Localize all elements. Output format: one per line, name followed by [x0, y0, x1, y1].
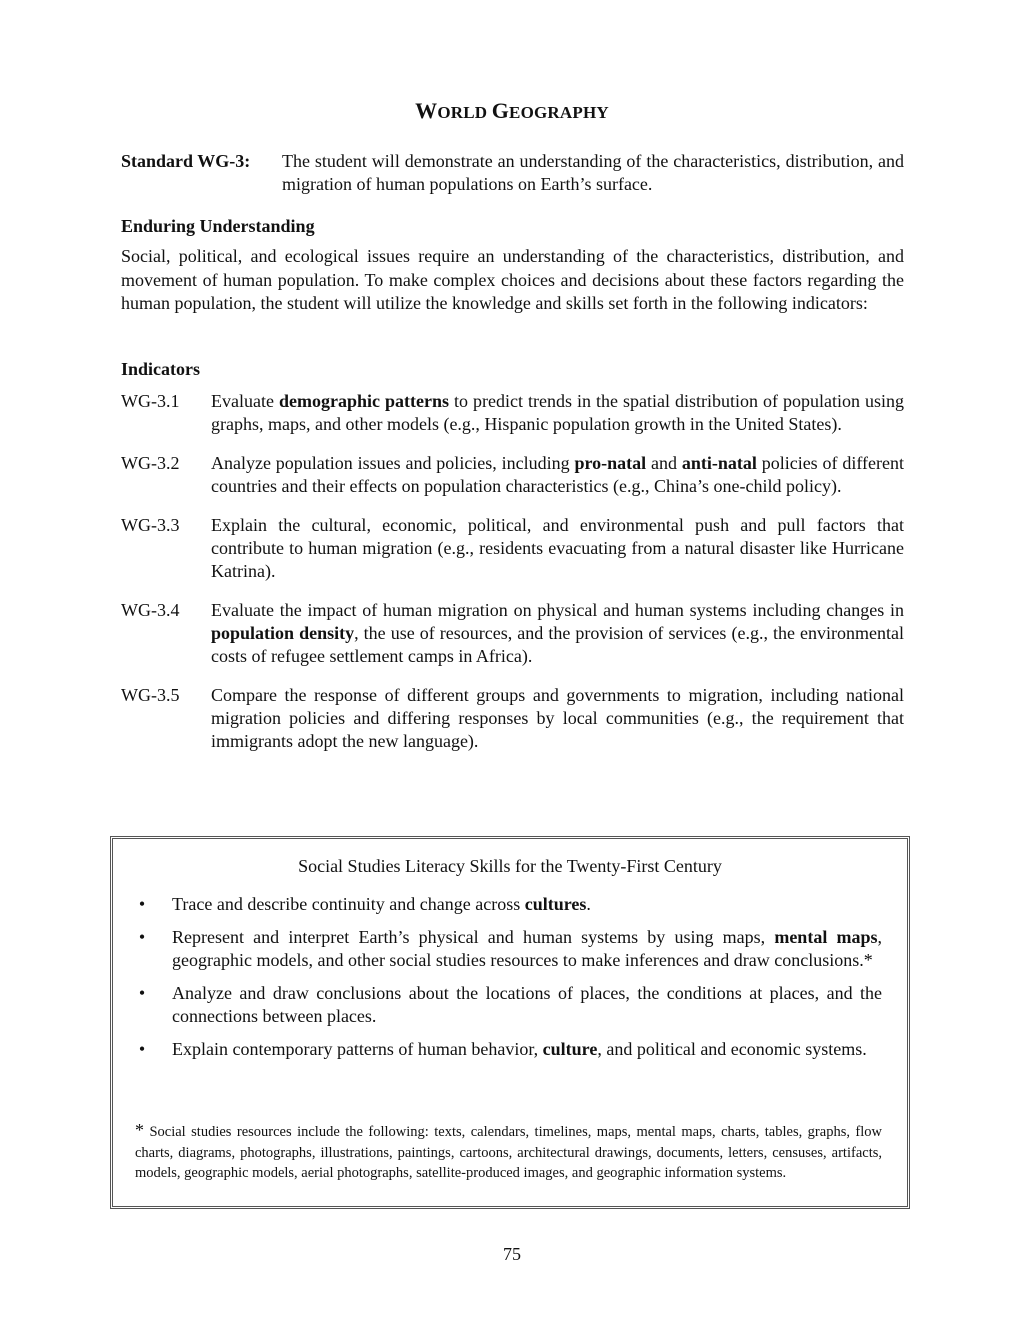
- title-initial-w: W: [415, 98, 438, 123]
- resources-footnote: [135, 1120, 882, 1184]
- title-initial-g: G: [491, 98, 510, 123]
- enduring-heading: Enduring Understanding: [121, 216, 315, 236]
- bullet-icon: •: [138, 1039, 146, 1059]
- indicator-item: [121, 684, 904, 753]
- indicator-code: WG-3.4: [121, 600, 180, 620]
- indicator-text: Explain the cultural, economic, political, and environmental push and pull factors that contribute to human migration (e.g., residents evacuating from a natural disaster like Hurricane Katrina).: [211, 515, 904, 581]
- asterisk-icon: *: [135, 1120, 144, 1140]
- standard-label: Standard WG-3:: [121, 151, 251, 171]
- indicator-item: [121, 390, 904, 436]
- skill-item: [135, 1038, 882, 1061]
- bullet-icon: •: [138, 983, 146, 1003]
- literacy-skills-box: [110, 836, 910, 1209]
- indicator-code: WG-3.5: [121, 685, 180, 705]
- indicator-item: [121, 452, 904, 498]
- skill-text: Trace and describe continuity and change across cultures.: [172, 894, 591, 914]
- page-number: 75: [503, 1244, 521, 1264]
- skills-list: [135, 893, 882, 1071]
- skill-item: [135, 982, 882, 1028]
- indicator-text: Evaluate the impact of human migration on physical and human systems including changes in population density, the use of resources, and the provision of services (e.g., the environmental costs of refugee settlement camps in Africa).: [211, 600, 904, 666]
- bullet-icon: •: [138, 927, 146, 947]
- skill-text: Represent and interpret Earth’s physical and human systems by using maps, mental maps, geographic models, and other social studies resources to make inferences and draw conclusions.*: [172, 927, 883, 970]
- standard-block: [121, 150, 904, 196]
- bullet-icon: •: [138, 894, 146, 914]
- enduring-text: Social, political, and ecological issues require an understanding of the characteristics, distribution, and movement of human population. To make complex choices and decisions about these factors regarding the human population, the student will utilize the knowledge and skills set forth in the following indicators:: [121, 246, 904, 313]
- footnote-text: Social studies resources include the following: texts, calendars, timelines, maps, mental maps, charts, tables, graphs, flow charts, diagrams, photographs, illustrations, paintings, cartoons, architectural drawings, documents, letters, censuses, artifacts, models, geographic models, aerial photographs, satellite-produced images, and geographic information systems.: [135, 1124, 882, 1181]
- title-rest-world: ORLD: [437, 103, 492, 122]
- skill-text: Explain contemporary patterns of human behavior, culture, and political and economic systems.: [172, 1039, 867, 1059]
- indicator-code: WG-3.1: [121, 391, 180, 411]
- indicator-item: [121, 599, 904, 668]
- skill-text: Analyze and draw conclusions about the locations of places, the conditions at places, and the connections between places.: [172, 983, 882, 1026]
- indicator-code: WG-3.3: [121, 515, 180, 535]
- indicator-text: Evaluate demographic patterns to predict trends in the spatial distribution of population using graphs, maps, and other models (e.g., Hispanic population growth in the United States).: [211, 391, 904, 434]
- skill-item: [135, 893, 882, 916]
- page-title: [0, 98, 1024, 124]
- skill-item: [135, 926, 882, 972]
- indicators-heading: Indicators: [121, 359, 201, 379]
- indicator-code: WG-3.2: [121, 453, 180, 473]
- standard-text: The student will demonstrate an understanding of the characteristics, distribution, and migration of human populations on Earth’s surface.: [282, 151, 904, 194]
- indicator-item: [121, 514, 904, 583]
- indicator-text: Compare the response of different groups and governments to migration, including national migration policies and differing responses by local communities (e.g., the requirement that immigrants adopt the new language).: [211, 685, 904, 751]
- indicator-text: Analyze population issues and policies, including pro-natal and anti-natal policies of different countries and their effects on population characteristics (e.g., China’s one-child policy).: [211, 453, 904, 496]
- skills-title: Social Studies Literacy Skills for the Twenty-First Century: [298, 856, 722, 876]
- indicators-list: [121, 390, 904, 769]
- title-rest-geography: EOGRAPHY: [509, 103, 609, 122]
